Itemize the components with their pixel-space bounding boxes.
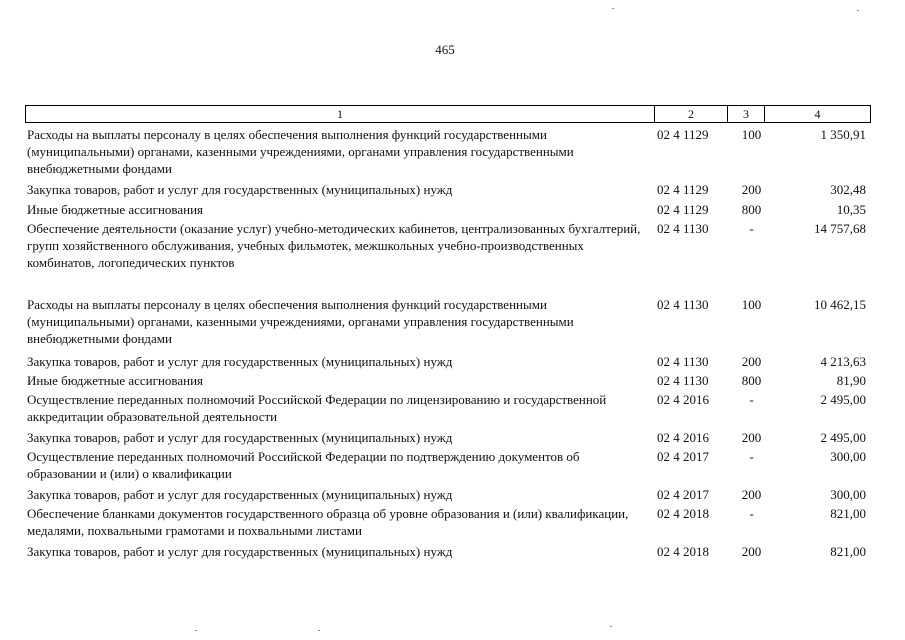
row-code: 02 4 1129 bbox=[657, 182, 709, 197]
column-header-4: 4 bbox=[764, 105, 871, 123]
row-description: Закупка товаров, работ и услуг для государственных (муниципальных) нужд bbox=[27, 487, 453, 502]
row-description: Закупка товаров, работ и услуг для государственных (муниципальных) нужд bbox=[27, 354, 453, 369]
row-description: Закупка товаров, работ и услуг для государственных (муниципальных) нужд bbox=[27, 182, 453, 197]
row-amount: 81,90 bbox=[836, 373, 866, 388]
row-type: - bbox=[749, 506, 754, 521]
scan-speck bbox=[857, 10, 859, 11]
row-description: Закупка товаров, работ и услуг для государственных (муниципальных) нужд bbox=[27, 544, 453, 559]
row-code: 02 4 2018 bbox=[657, 544, 709, 559]
row-amount: 1 350,91 bbox=[820, 127, 866, 142]
row-amount: 10,35 bbox=[836, 202, 866, 217]
row-code: 02 4 1129 bbox=[657, 202, 709, 217]
row-code: 02 4 2016 bbox=[657, 430, 709, 445]
row-type: - bbox=[749, 221, 754, 236]
row-amount: 300,00 bbox=[830, 449, 866, 464]
row-amount: 821,00 bbox=[830, 544, 866, 559]
column-header-3: 3 bbox=[727, 105, 765, 123]
row-description: Расходы на выплаты персоналу в целях обеспечения выполнения функций государственными (муниципальными) органами, казенными учреждениями, органами управления государственными внебюджетными фондами bbox=[27, 297, 574, 346]
row-type: 200 bbox=[741, 544, 762, 559]
row-code: 02 4 2017 bbox=[657, 487, 709, 502]
row-description: Обеспечение деятельности (оказание услуг) учебно-методических кабинетов, централизованных бухгалтерий, групп хозяйственного обслуживания, учебных фильмотек, межшкольных учебно-производственных комбинатов, логопедических пунктов bbox=[27, 221, 641, 270]
scan-speck bbox=[195, 630, 197, 631]
row-description: Иные бюджетные ассигнования bbox=[27, 202, 204, 217]
row-description: Закупка товаров, работ и услуг для государственных (муниципальных) нужд bbox=[27, 430, 453, 445]
row-code: 02 4 1130 bbox=[657, 221, 709, 236]
column-header-2: 2 bbox=[654, 105, 728, 123]
scan-speck bbox=[318, 630, 320, 631]
page-number: 465 bbox=[435, 42, 455, 57]
row-type: 200 bbox=[741, 487, 762, 502]
row-type: 800 bbox=[741, 373, 762, 388]
row-code: 02 4 1129 bbox=[657, 127, 709, 142]
row-amount: 821,00 bbox=[830, 506, 866, 521]
scan-speck bbox=[612, 8, 614, 9]
row-amount: 302,48 bbox=[830, 182, 866, 197]
scan-speck bbox=[610, 626, 612, 627]
row-code: 02 4 1130 bbox=[657, 373, 709, 388]
column-header-1: 1 bbox=[25, 105, 655, 123]
row-amount: 14 757,68 bbox=[814, 221, 866, 236]
row-amount: 10 462,15 bbox=[814, 297, 866, 312]
row-description: Осуществление переданных полномочий Российской Федерации по подтверждению документов об образовании и (или) о квалификации bbox=[27, 449, 580, 481]
row-description: Расходы на выплаты персоналу в целях обеспечения выполнения функций государственными (муниципальными) органами, казенными учреждениями, органами управления государственными внебюджетными фондами bbox=[27, 127, 574, 176]
row-type: 200 bbox=[741, 182, 762, 197]
row-type: - bbox=[749, 449, 754, 464]
row-amount: 2 495,00 bbox=[820, 392, 866, 407]
row-amount: 300,00 bbox=[830, 487, 866, 502]
row-type: 200 bbox=[741, 354, 762, 369]
row-amount: 2 495,00 bbox=[820, 430, 866, 445]
row-type: 100 bbox=[741, 297, 762, 312]
row-description: Иные бюджетные ассигнования bbox=[27, 373, 204, 388]
row-code: 02 4 1130 bbox=[657, 297, 709, 312]
row-description: Обеспечение бланками документов государственного образца об уровне образования и (или) квалификации, медалями, похвальными грамотами и похвальными листами bbox=[27, 506, 629, 538]
row-type: 200 bbox=[741, 430, 762, 445]
row-description: Осуществление переданных полномочий Российской Федерации по лицензированию и государственной аккредитации образовательной деятельности bbox=[27, 392, 607, 424]
row-code: 02 4 2016 bbox=[657, 392, 709, 407]
row-type: 100 bbox=[741, 127, 762, 142]
row-amount: 4 213,63 bbox=[820, 354, 866, 369]
row-type: 800 bbox=[741, 202, 762, 217]
row-code: 02 4 2017 bbox=[657, 449, 709, 464]
row-code: 02 4 1130 bbox=[657, 354, 709, 369]
row-code: 02 4 2018 bbox=[657, 506, 709, 521]
row-type: - bbox=[749, 392, 754, 407]
